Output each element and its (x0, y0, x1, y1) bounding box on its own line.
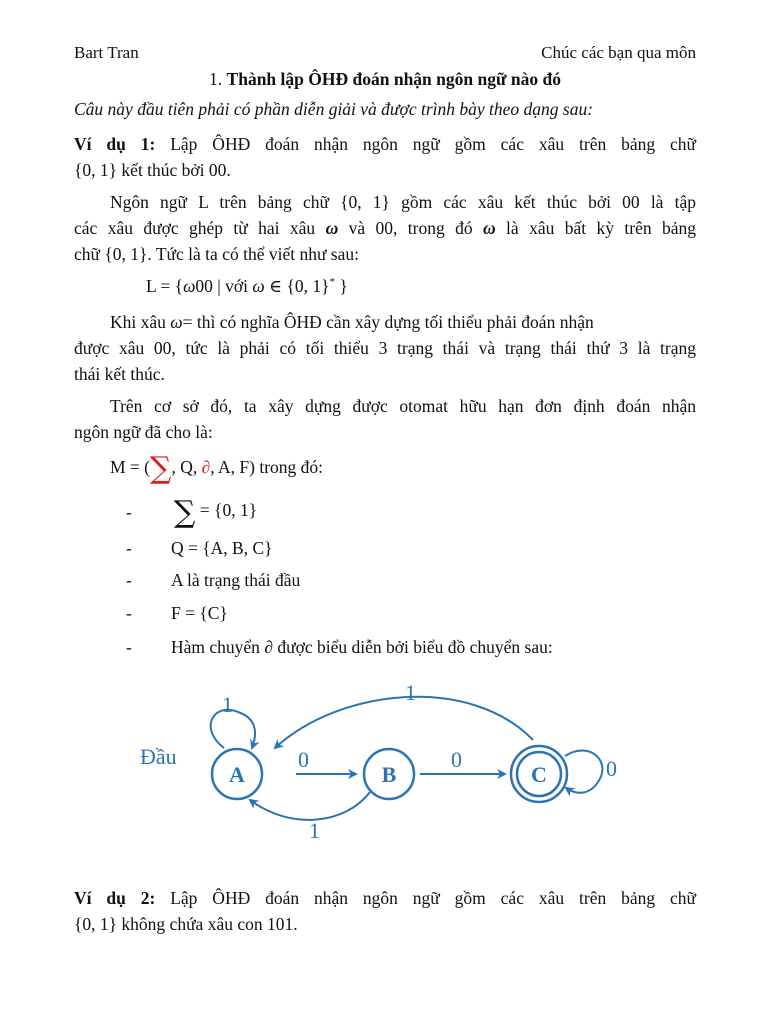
bullet-transition (171, 637, 553, 658)
edge-c-to-a (275, 697, 533, 748)
bullet-start-state: A là trạng thái đầu (171, 570, 301, 590)
delta-symbol: ∂ (264, 637, 273, 657)
example1-label: Ví dụ 1: (74, 134, 156, 154)
omega-symbol: ω (170, 312, 183, 332)
formula-end: } (335, 276, 348, 296)
loop-a-label: 1 (222, 692, 233, 717)
automaton-definition (110, 451, 324, 486)
transition-diagram (0, 670, 768, 890)
bullet-dash: - (126, 637, 132, 657)
edge-b-to-c-label: 0 (451, 747, 462, 772)
formula-prefix: L = { (146, 276, 184, 296)
omega-symbol: ω (483, 218, 496, 238)
section-title (74, 69, 696, 90)
header-greeting: Chúc các bạn qua môn (541, 43, 696, 62)
para1-line2-part-c: là xâu bất kỳ trên bảng (506, 218, 696, 238)
section-number: 1. (209, 69, 223, 89)
edge-b-to-a (250, 792, 370, 820)
example2-statement-line2: {0, 1} không chứa xâu con 101. (74, 914, 298, 934)
bullet-sigma (174, 495, 258, 530)
para3-line2: ngôn ngữ đã cho là: (74, 422, 213, 442)
para1-line1: Ngôn ngữ L trên bảng chữ {0, 1} gồm các xâu kết thúc bởi 00 là tập (110, 192, 696, 212)
sigma-symbol: ∑ (174, 495, 196, 530)
state-c-label: C (531, 762, 547, 787)
para1-line2 (74, 218, 696, 239)
transition-text-b: được biểu diễn bởi biểu đồ chuyển sau: (277, 637, 553, 657)
language-formula (146, 276, 348, 297)
omega-symbol: ω (325, 218, 339, 238)
bullet-final-states: F = {C} (171, 603, 228, 623)
bullet-dash: - (126, 570, 132, 590)
example1-statement-line2: {0, 1} kết thúc bởi 00. (74, 160, 231, 180)
start-label: Đầu (140, 744, 177, 769)
loop-c-edge (565, 750, 602, 792)
formula-membership: ∈ {0, 1} (269, 276, 330, 296)
section-intro: Câu này đầu tiên phải có phần diễn giải và được trình bày theo dạng sau: (74, 99, 594, 119)
delta-symbol: ∂ (201, 457, 211, 477)
example1-statement-line1 (74, 134, 696, 155)
formula-middle: 00 | với (195, 276, 249, 296)
omega-symbol: ω (183, 276, 196, 296)
sigma-value: = {0, 1} (199, 500, 258, 520)
para1-line2-part-b: và 00, trong đó (348, 218, 473, 238)
example2-statement: Lập ÔHĐ đoán nhận ngôn ngữ gồm các xâu trên bảng chữ (170, 888, 697, 908)
example2-statement-line1 (74, 888, 696, 909)
transition-text-a: Hàm chuyển (171, 637, 260, 657)
page-header (74, 43, 696, 63)
sigma-symbol: ∑ (150, 451, 172, 486)
section-title-text: Thành lập ÔHĐ đoán nhận ngôn ngữ nào đó (226, 69, 561, 89)
m-q: , Q, (171, 457, 198, 477)
omega-symbol: ω (252, 276, 265, 296)
m-rest: , A, F) trong đó: (210, 457, 324, 477)
edge-c-to-a-label: 1 (405, 680, 416, 705)
para2-line1 (110, 312, 696, 333)
state-b-label: B (381, 762, 397, 787)
example1-statement: Lập ÔHĐ đoán nhận ngôn ngữ gồm các xâu trên bảng chữ (170, 134, 697, 154)
para3-line1: Trên cơ sở đó, ta xây dựng được otomat hữu hạn đơn định đoán nhận (110, 396, 696, 416)
state-a-label: A (229, 762, 245, 787)
para2-line3: thái kết thúc. (74, 364, 165, 384)
para1-line3: chữ {0, 1}. Tức là ta có thể viết như sau: (74, 244, 359, 264)
loop-c-label: 0 (606, 756, 617, 781)
kleene-star: * (329, 276, 336, 289)
para2-line2: được xâu 00, tức là phải có tối thiểu 3 trạng thái và trạng thái thứ 3 là trạng (74, 338, 696, 358)
bullet-dash: - (126, 538, 132, 558)
m-prefix: M = ( (110, 457, 151, 477)
author-name: Bart Tran (74, 43, 139, 62)
bullet-states: Q = {A, B, C} (171, 538, 273, 558)
edge-b-to-a-label: 1 (309, 818, 320, 843)
bullet-dash: - (126, 603, 132, 623)
bullet-dash: - (126, 502, 132, 522)
para2-line1-part-a: Khi xâu (110, 312, 166, 332)
para1-line2-part-a: các xâu được ghép từ hai xâu (74, 218, 316, 238)
edge-a-to-b-label: 0 (298, 747, 309, 772)
para2-line1-part-b: = thì có nghĩa ÔHĐ cần xây dựng tối thiểu phải đoán nhận (182, 312, 594, 332)
example2-label: Ví dụ 2: (74, 888, 156, 908)
